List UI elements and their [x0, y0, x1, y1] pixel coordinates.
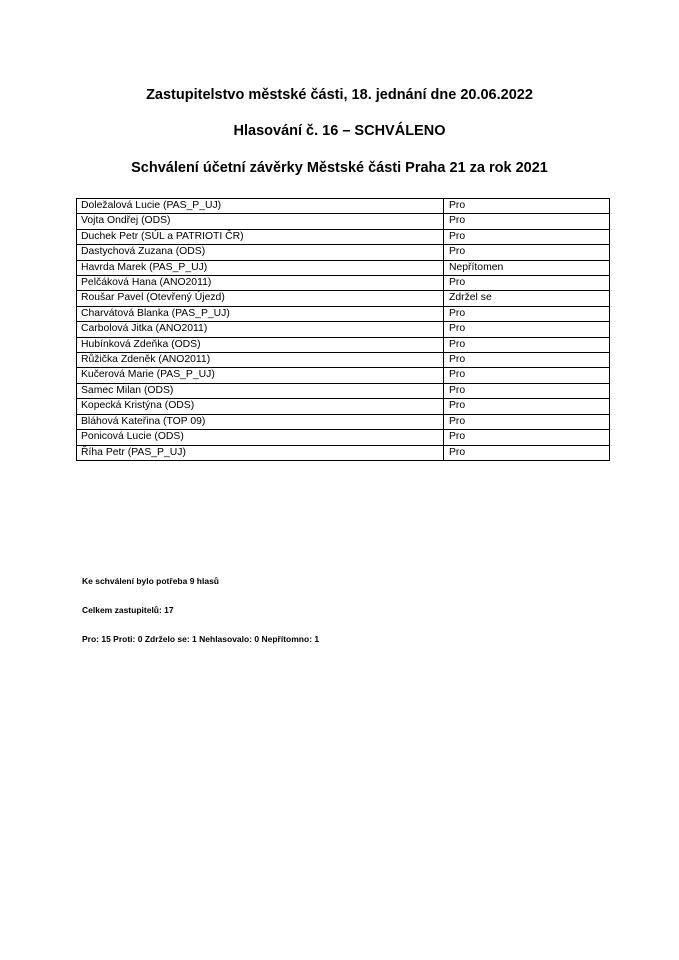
table-row	[77, 291, 610, 306]
summary-results: Pro: 15 Proti: 0 Zdrželo se: 1 Nehlasovalo: 0 Nepřítomno: 1	[82, 634, 320, 644]
vote-result-cell: Pro	[444, 368, 610, 383]
member-name-cell: Vojta Ondřej (ODS)	[77, 214, 444, 229]
summary-required: Ke schválení bylo potřeba 9 hlasů	[82, 576, 219, 586]
vote-result-cell: Nepřítomen	[444, 260, 610, 275]
member-name-cell: Havrda Marek (PAS_P_UJ)	[77, 260, 444, 275]
vote-result-cell: Pro	[444, 399, 610, 414]
vote-heading: Hlasování č. 16 – SCHVÁLENO	[233, 123, 446, 139]
table-row	[77, 229, 610, 244]
table-row	[77, 353, 610, 368]
member-name-cell: Pelčáková Hana (ANO2011)	[77, 276, 444, 291]
table-row	[77, 260, 610, 275]
vote-result-cell: Zdržel se	[444, 291, 610, 306]
document-title: Zastupitelstvo městské části, 18. jednání dne 20.06.2022	[146, 87, 533, 103]
member-name-cell: Doležalová Lucie (PAS_P_UJ)	[77, 199, 444, 214]
table-row	[77, 414, 610, 429]
member-name-cell: Říha Petr (PAS_P_UJ)	[77, 445, 444, 460]
table-row	[77, 337, 610, 352]
votes-table-body	[77, 199, 610, 461]
vote-result-cell: Pro	[444, 214, 610, 229]
member-name-cell: Kopecká Kristýna (ODS)	[77, 399, 444, 414]
table-row	[77, 214, 610, 229]
member-name-cell: Dastychová Zuzana (ODS)	[77, 245, 444, 260]
table-row	[77, 199, 610, 214]
table-row	[77, 245, 610, 260]
table-row	[77, 430, 610, 445]
member-name-cell: Hubínková Zdeňka (ODS)	[77, 337, 444, 352]
table-row	[77, 276, 610, 291]
summary-total: Celkem zastupitelů: 17	[82, 605, 174, 615]
member-name-cell: Charvátová Blanka (PAS_P_UJ)	[77, 306, 444, 321]
member-name-cell: Ponicová Lucie (ODS)	[77, 430, 444, 445]
vote-result-cell: Pro	[444, 337, 610, 352]
member-name-cell: Růžička Zdeněk (ANO2011)	[77, 353, 444, 368]
vote-result-cell: Pro	[444, 383, 610, 398]
vote-result-cell: Pro	[444, 199, 610, 214]
table-row	[77, 445, 610, 460]
vote-result-cell: Pro	[444, 353, 610, 368]
table-row	[77, 383, 610, 398]
vote-result-cell: Pro	[444, 430, 610, 445]
vote-result-cell: Pro	[444, 276, 610, 291]
vote-result-cell: Pro	[444, 445, 610, 460]
vote-subject: Schválení účetní závěrky Městské části Praha 21 za rok 2021	[131, 160, 548, 176]
vote-result-cell: Pro	[444, 229, 610, 244]
table-row	[77, 399, 610, 414]
table-row	[77, 322, 610, 337]
member-name-cell: Carbolová Jitka (ANO2011)	[77, 322, 444, 337]
vote-result-cell: Pro	[444, 414, 610, 429]
member-name-cell: Roušar Pavel (Otevřený Újezd)	[77, 291, 444, 306]
table-row	[77, 306, 610, 321]
member-name-cell: Bláhová Kateřina (TOP 09)	[77, 414, 444, 429]
vote-result-cell: Pro	[444, 306, 610, 321]
vote-result-cell: Pro	[444, 322, 610, 337]
table-row	[77, 368, 610, 383]
member-name-cell: Kučerová Marie (PAS_P_UJ)	[77, 368, 444, 383]
votes-table	[76, 198, 610, 461]
member-name-cell: Duchek Petr (SÚL a PATRIOTI ČR)	[77, 229, 444, 244]
member-name-cell: Samec Milan (ODS)	[77, 383, 444, 398]
vote-result-cell: Pro	[444, 245, 610, 260]
